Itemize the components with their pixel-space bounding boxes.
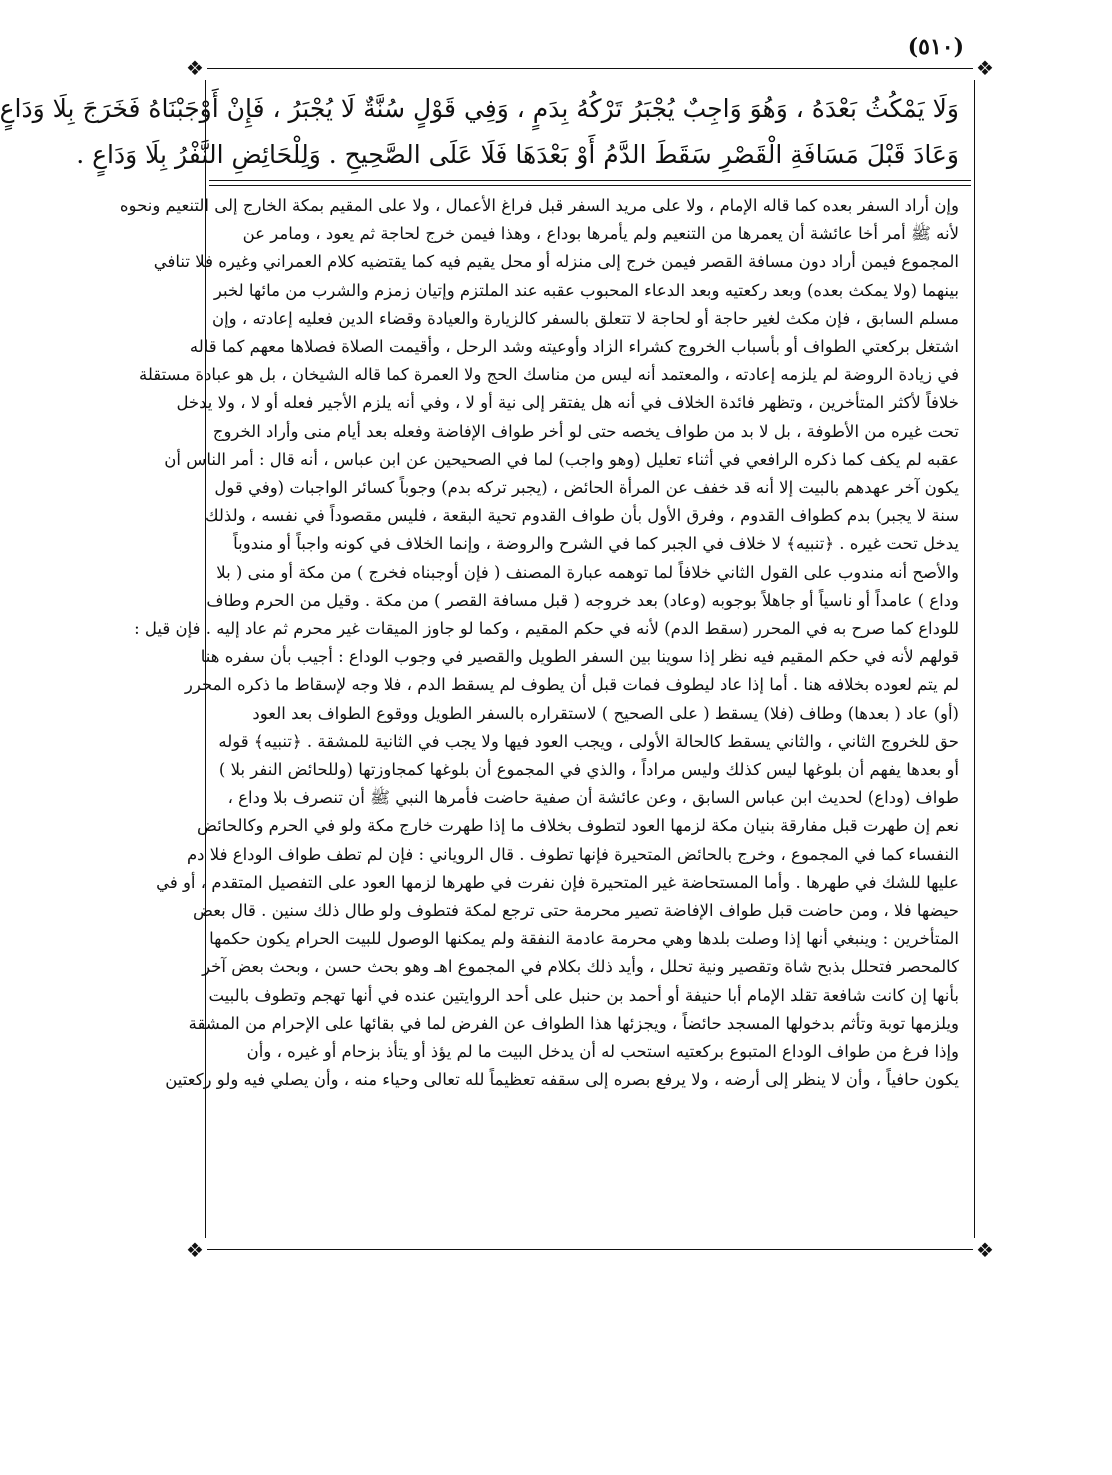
sharh-line: طواف (وداع) لحديث ابن عباس السابق ، وعن عائشة أن صفية حاضت فأمرها النبي ﷺ أن تنصرف بلا وداع ، <box>227 788 959 808</box>
sharh-line: سنة لا يجبر) بدم كطواف القدوم ، وفرق الأول بأن طواف القدوم تحية البقعة ، فليس مقصوداً في نفسه ، ولذلك <box>204 506 959 526</box>
matn-text <box>0 86 959 178</box>
sharh-line: تحت غيره من الأطوفة ، بل لا بد من طواف يخصه حتى لو أخر طواف الإفاضة وفعله بعد أيام منى وأراد الخروج <box>212 421 959 441</box>
sharh-line: (أو) عاد ( بعدها) وطاف (فلا) يسقط ( على الصحيح ) لاستقراره بالسفر الطويل ووقوع الطواف بعد العود <box>252 703 959 723</box>
sharh-line: بينهما (ولا يمكث بعده) وبعد ركعتيه وبعد الدعاء المحبوب عقبه عند الملتزم وإتيان زمزم والشرب من مائها لخبر <box>213 280 959 300</box>
page-frame <box>0 56 994 1262</box>
sharh-line: المجموع فيمن أراد دون مسافة القصر فيمن خرج إلى منزله أو محل يقيم فيه كما يقتضيه كلام العمراني وغيره فلا تنافي <box>153 252 959 272</box>
sharh-line: بأنها إن كانت شافعة تقلد الإمام أبا حنيفة أو أحمد بن حنبل على أحد الروايتين عنده في أنها تهجم وتطوف بالبيت <box>208 985 959 1005</box>
sharh-line: حيضها فلا ، ومن حاضت قبل طواف الإفاضة تصير محرمة حتى ترجع لمكة فتطوف ولو طال ذلك سنين . قال بعض <box>193 901 959 921</box>
ornamental-corner-icon: ❖ <box>183 56 207 80</box>
frame-top-rule <box>195 68 985 69</box>
ornamental-corner-icon: ❖ <box>183 1238 207 1262</box>
sharh-line: لأنه ﷺ أمر أخا عائشة أن يعمرها من التنعيم ولم يأمرها بوداع ، وهذا فيمن خرج لحاجة ثم يعود ، ومامر عن <box>242 224 959 244</box>
sharh-line: قولهم لأنه في حكم المقيم فيه نظر إذا سوينا بين السفر الطويل والقصير في وجوب الوداع : أجيب بأن سفره هنا <box>200 647 959 667</box>
sharh-line: المتأخرين : وينبغي أنها إذا وصلت بلدها وهي محرمة عادمة النفقة ولم يمكنها الوصول للبيت الحرام يكون حكمها <box>209 929 959 949</box>
sharh-line: يكون حافياً ، وأن لا ينظر إلى أرضه ، ولا يرفع بصره إلى سقفه تعظيماً لله تعالى وحياء منه ، وأن يصلي فيه ولو ركعتين <box>165 1070 959 1090</box>
sharh-line: النفساء كما في المجموع ، وخرج بالحائض المتحيرة فإنها تطوف . قال الروياني : فإن لم تطف طواف الوداع فلا دم <box>186 844 959 864</box>
frame-right-rule <box>974 72 975 1246</box>
matn-line: وَعَادَ قَبْلَ مَسَافَةِ الْقَصْرِ سَقَطَ الدَّمُ أَوْ بَعْدَهَا فَلَا عَلَى الصَّحِيحِ . وَلِلْحَائِضِ النَّفْرُ بِلَا وَدَاعٍ . <box>76 140 959 169</box>
sharh-line: نعم إن طهرت قبل مفارقة بنيان مكة لزمها العود لتطوف بخلاف ما إذا طهرت خارج مكة ولو في الحرم وكالحائض <box>197 816 959 836</box>
sharh-line: في زيادة الروضة لم يلزمه إعادته ، والمعتمد أنه ليس من مناسك الحج ولا العمرة كما قاله الشيخان ، بل هو عبادة مستقلة <box>138 365 959 385</box>
sharh-line: للوداع كما صرح به في المحرر (سقط الدم) لأنه في حكم المقيم ، وكما لو جاوز الميقات غير محرم ثم عاد إليه . فإن قيل : <box>134 619 959 639</box>
sharh-line: يدخل تحت غيره . ﴿تنبيه﴾ لا خلاف في الجبر كما في الشرح والروضة ، وإنما الخلاف في كونه واجباً أو مندوباً <box>233 534 959 554</box>
sharh-line: والأصح أنه مندوب على القول الثاني خلافاً لما توهمه عبارة المصنف ( فإن أوجبناه فخرج ) من مكة أو منى ( بلا <box>216 562 959 582</box>
page-number: (٥١٠) <box>907 34 964 60</box>
sharh-line: مسلم السابق ، فإن مكث لغير حاجة أو لحاجة لا تتعلق بالسفر كالزيارة والعيادة وقضاء الدين فعليه إعادته ، وإن <box>211 308 959 328</box>
sharh-line: وإذا فرغ من طواف الوداع المتبوع بركعتيه استحب له أن يدخل البيت ما لم يؤذ أو يتأذ بزحام أو غيره ، وأن <box>246 1042 959 1062</box>
sharh-line: عليها للشك في طهرها . وأما المستحاضة غير المتحيرة فإن نفرت في طهرها لزمها العود على التفصيل المتقدم ، أو في <box>156 872 959 892</box>
sharh-line: أو بعدها يفهم أن بلوغها ليس كذلك وليس مراداً ، والذي في المجموع أن بلوغها كمجاوزتها (وللحائض النفر بلا ) <box>218 760 959 780</box>
matn-line: وَلَا يَمْكُثُ بَعْدَهُ ، وَهُوَ وَاجِبٌ يُجْبَرُ تَرْكُهُ بِدَمٍ ، وَفِي قَوْلٍ سُنَّةٌ لَا يُجْبَرُ ، فَإِنْ أَوْجَبْنَاهُ فَخَرَجَ بِلَا وَدَاعٍ <box>0 94 959 123</box>
sharh-line: حق للخروج الثاني ، والثاني يسقط كالحالة الأولى ، ويجب العود فيها ولا يجب في الثانية للمشقة . ﴿تنبيه﴾ قوله <box>218 731 959 751</box>
sharh-line: وإن أراد السفر بعده كما قاله الإمام ، ولا على مريد السفر قبل فراغ الأعمال ، ولا على المقيم بمكة الخارج إلى التنعيم ونحوه <box>119 196 959 215</box>
sharh-line: خلافاً لأكثر المتأخرين ، وتظهر فائدة الخلاف في أنه هل يفتقر إلى نية أو لا ، وفي أنه يلزم الأجير فعله أو لا ، ولا يدخل <box>176 393 959 413</box>
sharh-line: لم يتم لعوده بخلافه هنا . أما إذا عاد ليطوف فمات قبل أن يطوف لم يسقط الدم ، فلا وجه لإسقاط ما ذكره المحرر <box>184 675 959 695</box>
sharh-commentary <box>119 192 959 1095</box>
sharh-line: اشتغل بركعتي الطواف أو بأسباب الخروج كشراء الزاد وأوعيته وشد الرحل ، وأقيمت الصلاة فصلاها معهم كما قاله <box>189 337 959 357</box>
ornamental-corner-icon: ❖ <box>973 1238 997 1262</box>
sharh-line: كالمحصر فتحلل بذبح شاة وتقصير ونية تحلل ، وأيد ذلك بكلام في المجموع اهـ وهو بحث حسن ، وبحث بعض آخر <box>202 957 959 977</box>
sharh-line: ويلزمها توبة وتأثم بدخولها المسجد حائضاً ، ويجزئها هذا الطواف عن الفرض لما في بقائها على الإحرام من المشقة <box>188 1013 959 1033</box>
sharh-line: وداع ) عامداً أو ناسياً أو جاهلاً بوجوبه (وعاد) بعد خروجه ( قبل مسافة القصر ) من مكة . وقيل من الحرم وطاف <box>206 590 959 610</box>
sharh-line: عقبه لم يكف كما ذكره الرافعي في أثناء تعليل (وهو واجب) لما في الصحيحين عن ابن عباس ، أنه قال : أمر الناس أن <box>164 449 959 469</box>
ornamental-corner-icon: ❖ <box>973 56 997 80</box>
frame-bottom-rule <box>195 1249 985 1250</box>
matn-sharh-divider <box>209 180 971 186</box>
sharh-line: يكون آخر عهدهم بالبيت إلا أنه قد خفف عن المرأة الحائض ، (يجبر تركه بدم) وجوباً كسائر الواجبات (وفي قول <box>214 478 959 498</box>
